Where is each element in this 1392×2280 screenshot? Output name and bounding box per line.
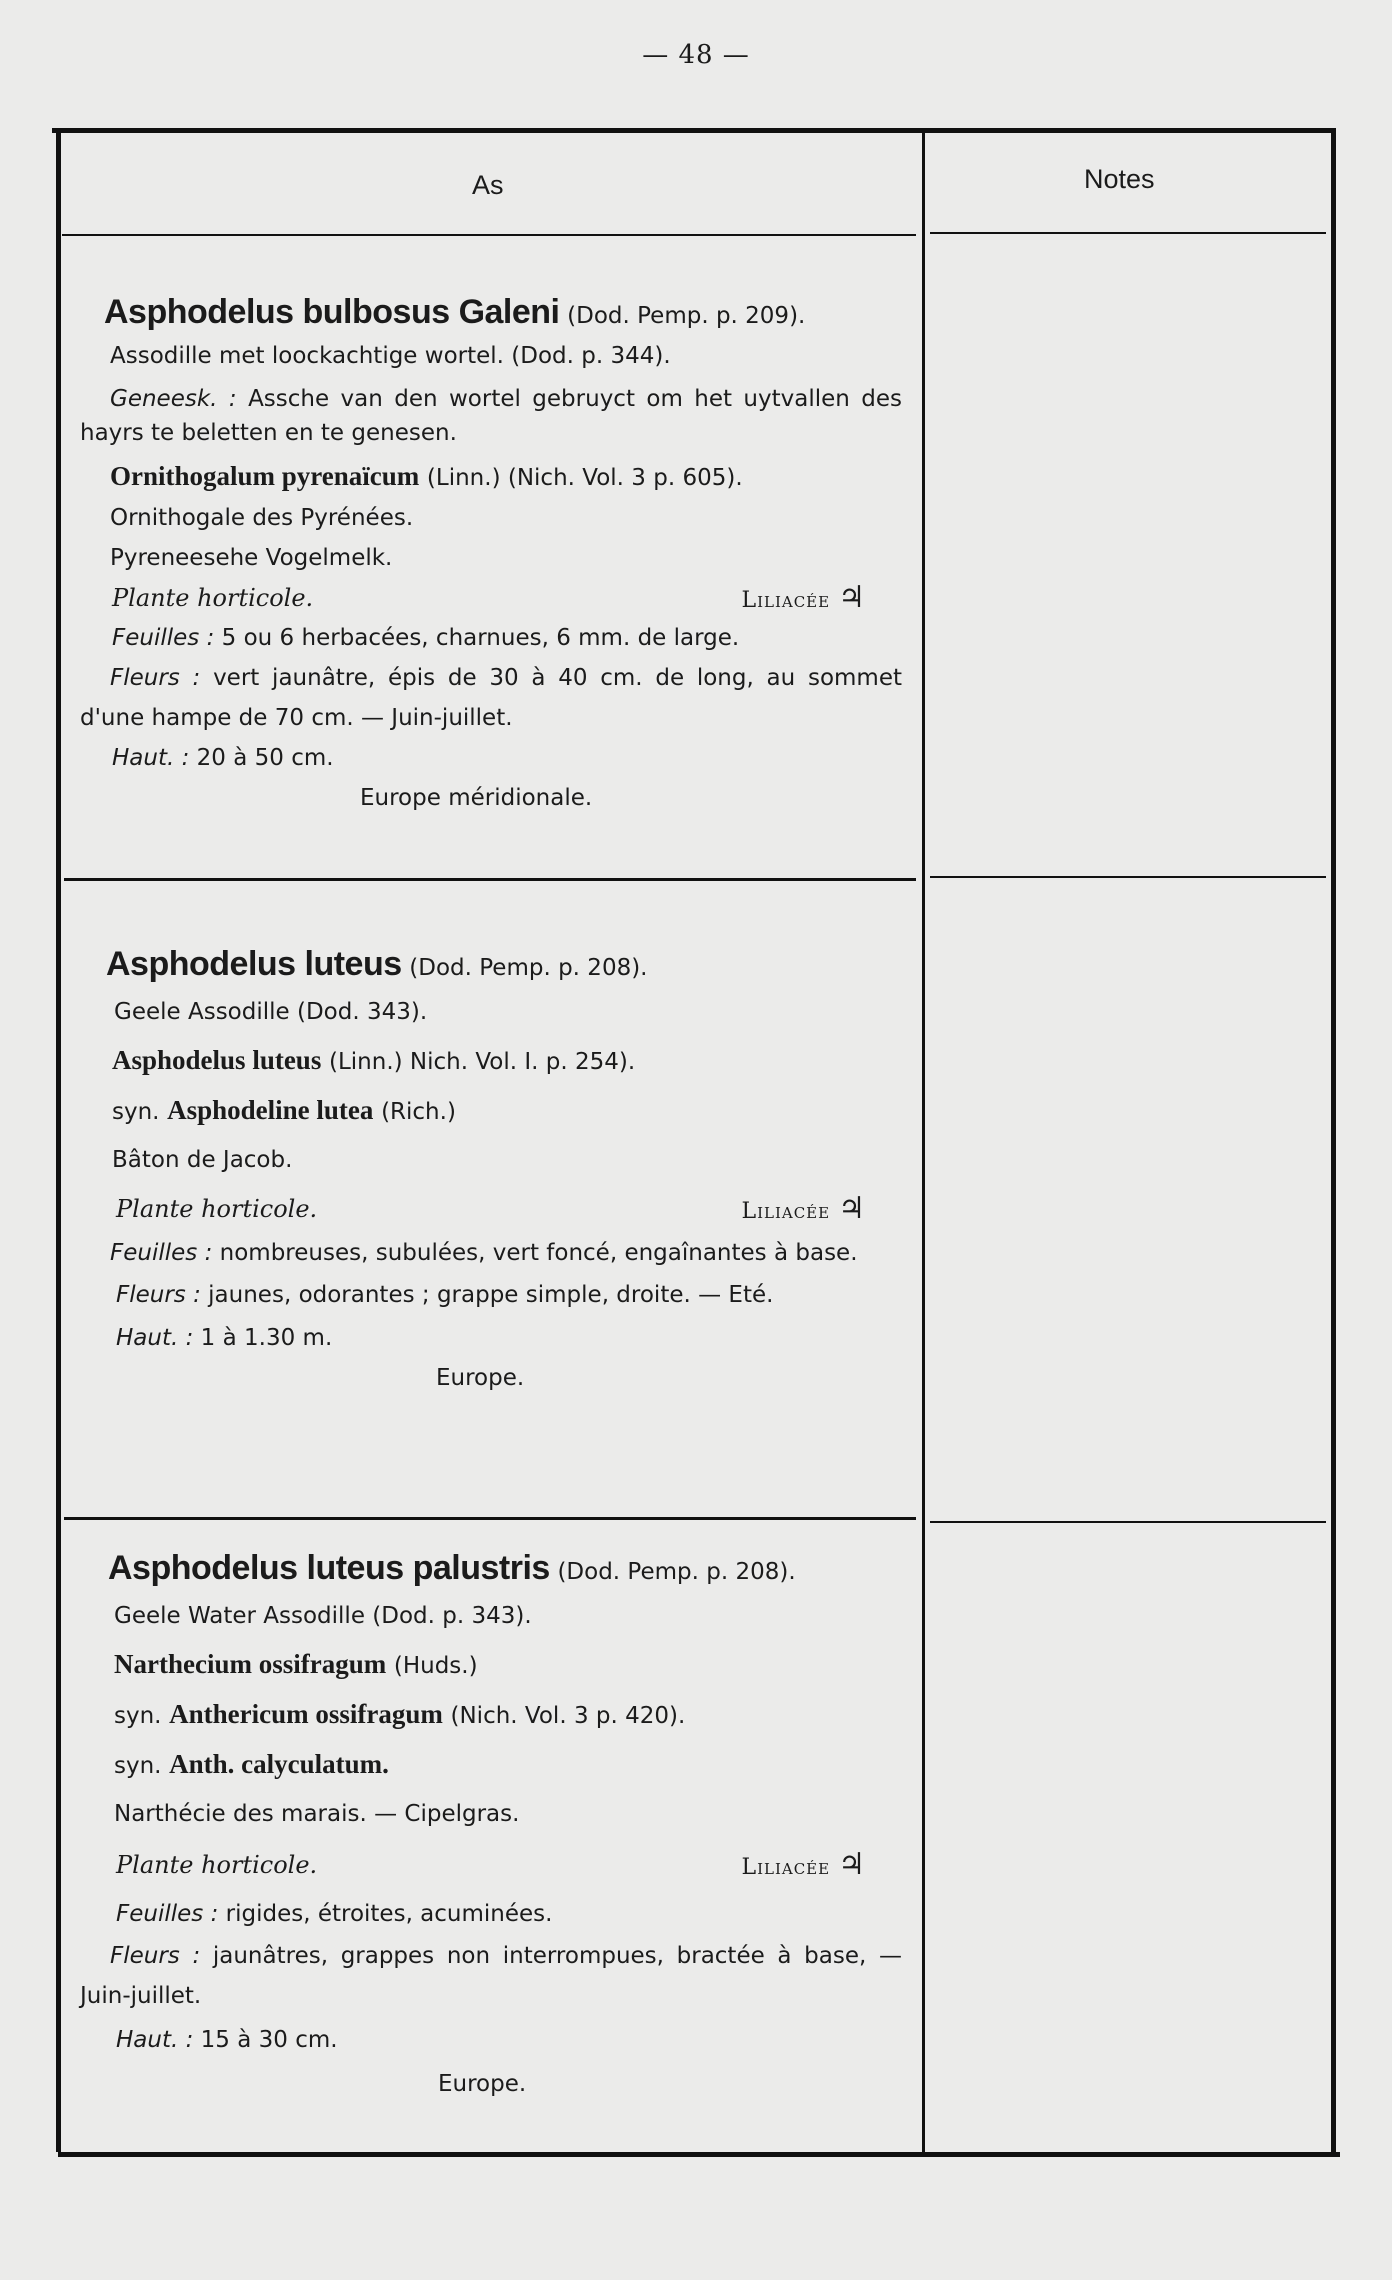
leaves-line — [116, 1892, 902, 1936]
leaves-text: nombreuses, subulées, vert foncé, engaînantes à base. — [219, 1240, 858, 1266]
leaves-label: Feuilles : — [112, 625, 215, 651]
plant-type: Plante horticole. — [116, 1195, 318, 1223]
synonym-reference: (Huds.) — [393, 1653, 478, 1679]
entry-title: Asphodelus bulbosus Galeni — [104, 293, 560, 331]
family-label — [741, 1838, 866, 1895]
family-name: Liliacée — [741, 1199, 831, 1224]
entry-reference: (Dod. Pemp. p. 209). — [567, 303, 806, 329]
synonym-line — [114, 1740, 902, 1790]
french-name: Ornithogale des Pyrénées. — [110, 505, 414, 531]
column-divider — [922, 132, 925, 2152]
flowers-label: Fleurs : — [110, 1943, 201, 1969]
entry-title: Asphodelus luteus palustris — [108, 1549, 550, 1587]
dutch-name-2: Pyreneesehe Vogelmelk. — [110, 545, 393, 571]
entry-separator — [64, 1517, 916, 1520]
table-right-rule — [1331, 128, 1336, 2154]
region: Europe. — [438, 2071, 527, 2097]
dutch-name: Geele Assodille (Dod. 343). — [114, 999, 428, 1025]
plant-type: Plante horticole. — [112, 584, 314, 612]
entry-title: Asphodelus luteus — [106, 945, 402, 983]
synonym-line — [110, 456, 902, 498]
flowers-line — [80, 1936, 902, 2016]
synonym-line — [112, 1086, 902, 1136]
flowers-text: vert jaunâtre, épis de 30 à 40 cm. de long, au sommet d'une hampe de 70 cm. — Juin-juillet. — [80, 665, 903, 731]
synonym-prefix: syn. — [114, 1753, 162, 1779]
flowers-text: jaunâtres, grappes non interrompues, bractée à base, — Juin-juillet. — [80, 1943, 902, 2009]
height-text: 1 à 1.30 m. — [200, 1325, 333, 1351]
synonym-line — [114, 1640, 902, 1690]
leaves-text: rigides, étroites, acuminées. — [225, 1901, 553, 1927]
plant-type-line — [116, 1184, 902, 1234]
flowers-line — [116, 1272, 902, 1318]
table-bottom-rule — [58, 2152, 1340, 2157]
french-name: Narthécie des marais. — Cipelgras. — [114, 1801, 520, 1827]
synonym-reference: (Linn.) Nich. Vol. I. p. 254). — [328, 1049, 636, 1075]
perennial-symbol: ♃ — [838, 580, 866, 615]
synonym-reference: (Linn.) (Nich. Vol. 3 p. 605). — [426, 465, 743, 491]
perennial-symbol: ♃ — [838, 1847, 866, 1882]
plant-entry — [80, 292, 902, 818]
synonym-name: Narthecium ossifragum — [114, 1649, 387, 1679]
synonym-name: Anth. calyculatum. — [169, 1749, 389, 1779]
medicinal-use — [80, 382, 902, 450]
plant-entry — [80, 1548, 902, 2104]
synonym-reference: (Nich. Vol. 3 p. 420). — [450, 1703, 686, 1729]
entry-separator-notes — [930, 876, 1326, 878]
leaves-text: 5 ou 6 herbacées, charnues, 6 mm. de large. — [221, 625, 740, 651]
height-text: 15 à 30 cm. — [200, 2027, 338, 2053]
synonym-line — [114, 1690, 902, 1740]
family-name: Liliacée — [741, 588, 831, 613]
synonym-name: Ornithogalum pyrenaïcum — [110, 461, 420, 491]
height-label: Haut. : — [112, 745, 190, 771]
use-label: Geneesk. : — [110, 386, 237, 412]
table-left-rule — [56, 132, 61, 2152]
flowers-line — [80, 658, 902, 738]
leaves-label: Feuilles : — [110, 1240, 213, 1266]
header-rule — [62, 234, 916, 236]
entry-reference: (Dod. Pemp. p. 208). — [557, 1559, 796, 1585]
plant-type-line — [112, 578, 902, 618]
header-rule-notes — [930, 232, 1326, 234]
height-line — [116, 2016, 902, 2064]
perennial-symbol: ♃ — [838, 1191, 866, 1226]
synonym-prefix: syn. — [114, 1703, 162, 1729]
entry-reference: (Dod. Pemp. p. 208). — [409, 955, 648, 981]
use-text: Assche van den wortel gebruyct om het uytvallen des hayrs te beletten en te genesen. — [80, 386, 903, 446]
entry-separator — [64, 878, 916, 881]
plant-type-line — [116, 1838, 902, 1892]
synonym-line — [112, 1036, 902, 1086]
height-line — [116, 1318, 902, 1358]
leaves-label: Feuilles : — [116, 1901, 219, 1927]
synonym-name: Anthericum ossifragum — [169, 1699, 443, 1729]
synonym-name: Asphodeline lutea — [167, 1095, 374, 1125]
dutch-name: Assodille met loockachtige wortel. (Dod. p. 344). — [110, 343, 671, 369]
family-label — [741, 1184, 866, 1237]
family-name: Liliacée — [741, 1855, 831, 1880]
page-number: — 48 — — [642, 40, 750, 70]
plant-entry — [80, 944, 902, 1398]
leaves-line — [112, 618, 902, 658]
region: Europe. — [436, 1365, 525, 1391]
family-label — [741, 578, 866, 621]
region: Europe méridionale. — [360, 785, 593, 811]
height-text: 20 à 50 cm. — [196, 745, 334, 771]
synonym-prefix: syn. — [112, 1099, 160, 1125]
dutch-name: Geele Water Assodille (Dod. p. 343). — [114, 1603, 532, 1629]
french-name: Bâton de Jacob. — [112, 1147, 293, 1173]
synonym-reference: (Rich.) — [381, 1099, 456, 1125]
flowers-label: Fleurs : — [110, 665, 201, 691]
column-header-notes: Notes — [1084, 164, 1155, 194]
flowers-label: Fleurs : — [116, 1282, 201, 1308]
leaves-line — [80, 1234, 902, 1272]
synonym-name: Asphodelus luteus — [112, 1045, 322, 1075]
height-label: Haut. : — [116, 1325, 194, 1351]
plant-type: Plante horticole. — [116, 1851, 318, 1879]
flowers-text: jaunes, odorantes ; grappe simple, droite. — Eté. — [208, 1282, 774, 1308]
entry-separator-notes — [930, 1521, 1326, 1523]
table-top-rule — [52, 128, 1336, 133]
height-label: Haut. : — [116, 2027, 194, 2053]
column-header-as: As — [472, 170, 504, 200]
height-line — [112, 738, 902, 778]
